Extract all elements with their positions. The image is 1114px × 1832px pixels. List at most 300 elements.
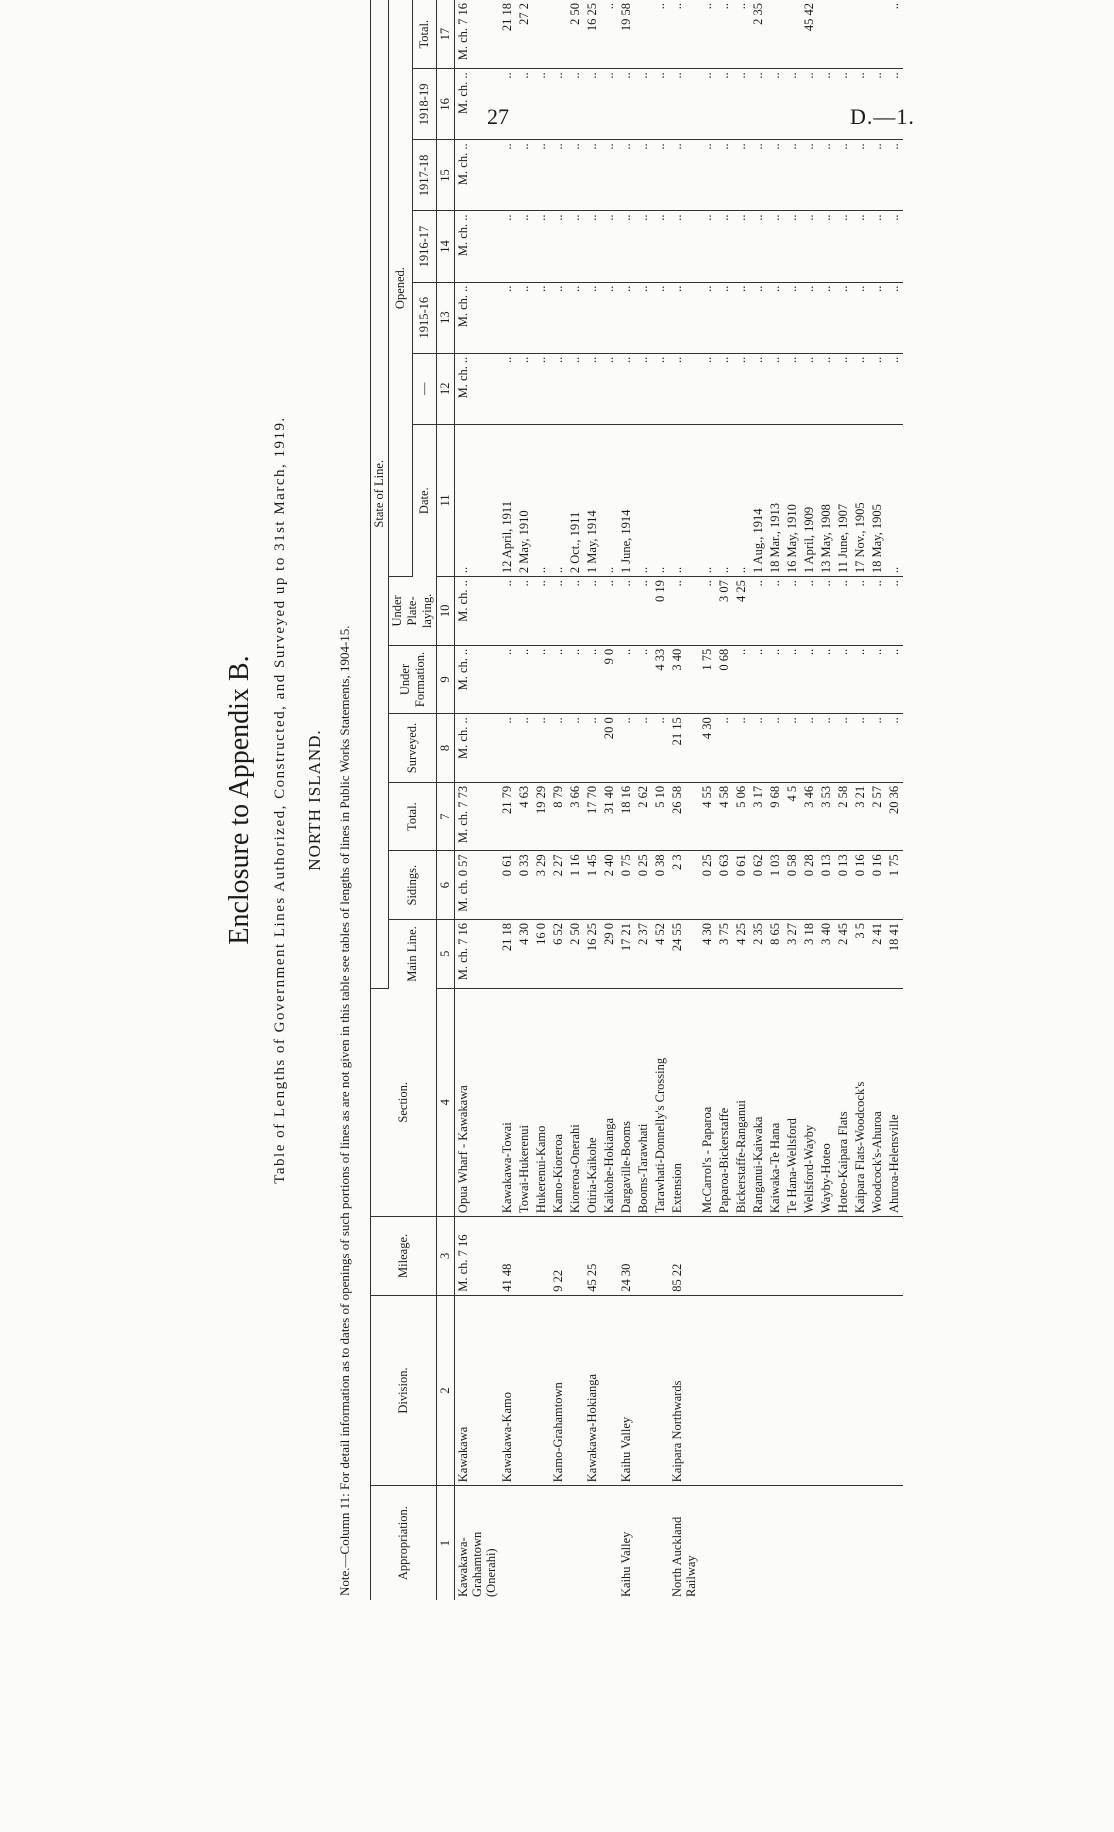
cell-appropriation [601, 1486, 618, 1600]
cell-division [784, 1295, 801, 1485]
cell-opened-1916-17: .. [869, 211, 886, 282]
cell-total: M. ch. 7 73 [455, 782, 500, 851]
header-1917-18: 1917-18 [413, 140, 437, 211]
cell-mileage [801, 1217, 818, 1296]
header-1918-19: 1918-19 [413, 69, 437, 140]
header-section: Section. [371, 988, 437, 1217]
cell-date-opened: 18 May, 1905 [869, 424, 886, 576]
cell-surveyed: M. ch. .. [455, 714, 500, 783]
cell-appropriation [567, 1486, 584, 1600]
cell-main-line: 4 30 [516, 919, 533, 988]
table-row [601, 0, 618, 1600]
cell-surveyed: .. [533, 714, 550, 783]
cell-opened-dash: .. [584, 353, 601, 424]
column-number: 2 [437, 1295, 455, 1485]
cell-under-formation: .. [801, 645, 818, 714]
cell-opened-1916-17: M. ch. .. [455, 211, 500, 282]
cell-surveyed: .. [869, 714, 886, 783]
cell-sidings: 0 75 [618, 851, 635, 920]
cell-opened-total [767, 0, 784, 69]
cell-under-platelaying: M. ch. .. [455, 577, 500, 646]
column-number-row [437, 0, 455, 1600]
cell-opened-1918-19: .. [550, 69, 567, 140]
cell-opened-1915-16: .. [784, 282, 801, 353]
cell-opened-total: 2 35 [750, 0, 767, 69]
cell-opened-1917-18: .. [601, 140, 618, 211]
cell-section: Wellsford-Wayby [801, 988, 818, 1217]
cell-opened-1918-19: .. [733, 69, 750, 140]
cell-under-formation: .. [618, 645, 635, 714]
table-row [869, 0, 886, 1600]
cell-under-platelaying: .. [533, 577, 550, 646]
column-number: 4 [437, 988, 455, 1217]
cell-date-opened: .. [601, 424, 618, 576]
cell-total: 2 57 [869, 782, 886, 851]
cell-sidings: 0 62 [750, 851, 767, 920]
cell-opened-total: .. [652, 0, 669, 69]
cell-main-line: 2 37 [635, 919, 652, 988]
cell-total: 9 68 [767, 782, 784, 851]
cell-opened-1917-18: .. [852, 140, 869, 211]
document-code: D.—1. [850, 104, 915, 129]
cell-opened-1917-18: .. [767, 140, 784, 211]
cell-opened-1916-17: .. [567, 211, 584, 282]
header-surveyed: Surveyed. [389, 714, 437, 783]
cell-appropriation [750, 1486, 767, 1600]
cell-opened-dash: .. [567, 353, 584, 424]
cell-under-formation: .. [499, 645, 516, 714]
cell-date-opened: .. [455, 424, 500, 576]
cell-main-line: 18 41 [886, 919, 903, 988]
table-row [784, 0, 801, 1600]
cell-mileage: 24 30 [618, 1217, 635, 1296]
cell-opened-1915-16: .. [516, 282, 533, 353]
cell-opened-1915-16: .. [635, 282, 652, 353]
column-number: 9 [437, 645, 455, 714]
cell-opened-1917-18: .. [635, 140, 652, 211]
cell-division [852, 1295, 869, 1485]
cell-mileage [652, 1217, 669, 1296]
cell-main-line: 24 55 [669, 919, 699, 988]
cell-opened-1915-16: M. ch. .. [455, 282, 500, 353]
cell-under-formation: .. [767, 645, 784, 714]
cell-under-formation: .. [818, 645, 835, 714]
cell-opened-1915-16: .. [801, 282, 818, 353]
cell-section: Tarawhati-Donnelly's Crossing [652, 988, 669, 1217]
cell-division [801, 1295, 818, 1485]
cell-main-line: 3 18 [801, 919, 818, 988]
cell-mileage [835, 1217, 852, 1296]
column-number: 5 [437, 919, 455, 988]
cell-under-platelaying: .. [801, 577, 818, 646]
cell-sidings: 0 28 [801, 851, 818, 920]
cell-date-opened: 2 Oct., 1911 [567, 424, 584, 576]
cell-section: Kaiwaka-Te Hana [767, 988, 784, 1217]
cell-sidings: 0 25 [635, 851, 652, 920]
cell-date-opened: 2 May, 1910 [516, 424, 533, 576]
cell-total: 4 58 [716, 782, 733, 851]
page-number: 27 [487, 104, 509, 129]
cell-opened-1918-19: .. [835, 69, 852, 140]
cell-opened-1916-17: .. [835, 211, 852, 282]
cell-sidings: 3 29 [533, 851, 550, 920]
cell-division [533, 1295, 550, 1485]
cell-opened-1918-19: .. [699, 69, 716, 140]
cell-appropriation [533, 1486, 550, 1600]
cell-opened-dash: .. [699, 353, 716, 424]
cell-opened-1918-19: .. [869, 69, 886, 140]
cell-opened-1916-17: .. [767, 211, 784, 282]
header-mileage: Mileage. [371, 1217, 437, 1296]
cell-opened-1918-19: .. [886, 69, 903, 140]
cell-main-line: 3 75 [716, 919, 733, 988]
cell-opened-1917-18: .. [533, 140, 550, 211]
header-dash: — [413, 353, 437, 424]
cell-opened-1915-16: .. [601, 282, 618, 353]
cell-total: 3 21 [852, 782, 869, 851]
cell-division: Kawakawa-Hokianga [584, 1295, 601, 1485]
cell-division [652, 1295, 669, 1485]
cell-opened-1915-16: .. [733, 282, 750, 353]
cell-main-line: 16 0 [533, 919, 550, 988]
cell-total: 4 63 [516, 782, 533, 851]
cell-total: 19 29 [533, 782, 550, 851]
cell-opened-1917-18: .. [567, 140, 584, 211]
cell-section: Kioreroa-Onerahi [567, 988, 584, 1217]
cell-division [601, 1295, 618, 1485]
cell-under-formation: .. [567, 645, 584, 714]
table-row [550, 0, 567, 1600]
cell-main-line: 6 52 [550, 919, 567, 988]
cell-opened-dash: .. [750, 353, 767, 424]
cell-opened-1917-18: .. [733, 140, 750, 211]
cell-opened-1917-18: .. [886, 140, 903, 211]
cell-total: 8 79 [550, 782, 567, 851]
cell-opened-1918-19: .. [652, 69, 669, 140]
cell-opened-1916-17: .. [784, 211, 801, 282]
header-under-formation: Under Formation. [389, 645, 437, 714]
cell-under-platelaying: .. [835, 577, 852, 646]
cell-mileage: 41 48 [499, 1217, 516, 1296]
cell-opened-dash: .. [886, 353, 903, 424]
cell-sidings: 1 75 [886, 851, 903, 920]
cell-mileage [699, 1217, 716, 1296]
cell-total: 21 79 [499, 782, 516, 851]
cell-appropriation [516, 1486, 533, 1600]
cell-appropriation [499, 1486, 516, 1600]
cell-mileage [716, 1217, 733, 1296]
cell-date-opened: .. [635, 424, 652, 576]
column-number: 12 [437, 353, 455, 424]
cell-total: 31 40 [601, 782, 618, 851]
cell-total: 2 58 [835, 782, 852, 851]
cell-opened-total: M. ch. 7 16 [455, 0, 500, 69]
cell-main-line: 21 18 [499, 919, 516, 988]
cell-section: Booms-Tarawhati [635, 988, 652, 1217]
table-row [886, 0, 903, 1600]
cell-main-line: 3 27 [784, 919, 801, 988]
cell-section: Te Hana-Wellsford [784, 988, 801, 1217]
cell-opened-1917-18: .. [784, 140, 801, 211]
cell-opened-1916-17: .. [533, 211, 550, 282]
cell-total: 3 46 [801, 782, 818, 851]
cell-division [869, 1295, 886, 1485]
cell-under-formation: .. [750, 645, 767, 714]
cell-opened-1917-18: .. [618, 140, 635, 211]
cell-appropriation [716, 1486, 733, 1600]
cell-date-opened: .. [699, 424, 716, 576]
cell-opened-1917-18: .. [801, 140, 818, 211]
cell-opened-1915-16: .. [699, 282, 716, 353]
cell-date-opened: 13 May, 1908 [818, 424, 835, 576]
cell-division [567, 1295, 584, 1485]
cell-division [835, 1295, 852, 1485]
header-date: Date. [413, 424, 437, 576]
cell-division [886, 1295, 903, 1485]
cell-opened-1918-19: .. [750, 69, 767, 140]
cell-under-platelaying: .. [886, 577, 903, 646]
cell-total: 4 55 [699, 782, 716, 851]
cell-sidings: 0 13 [818, 851, 835, 920]
cell-opened-1918-19: .. [533, 69, 550, 140]
cell-opened-1918-19: .. [767, 69, 784, 140]
column-number: 10 [437, 577, 455, 646]
cell-main-line: 3 40 [818, 919, 835, 988]
table-row [835, 0, 852, 1600]
cell-sidings: 0 61 [733, 851, 750, 920]
cell-opened-1918-19: .. [801, 69, 818, 140]
table-row [852, 0, 869, 1600]
column-number: 14 [437, 211, 455, 282]
cell-opened-1917-18: .. [835, 140, 852, 211]
cell-surveyed: .. [584, 714, 601, 783]
table-row [618, 0, 635, 1600]
cell-main-line: 2 41 [869, 919, 886, 988]
cell-appropriation [852, 1486, 869, 1600]
cell-mileage [818, 1217, 835, 1296]
cell-opened-dash: .. [818, 353, 835, 424]
table-row [818, 0, 835, 1600]
cell-section: Extension [669, 988, 699, 1217]
cell-opened-1917-18: .. [869, 140, 886, 211]
cell-surveyed: 4 30 [699, 714, 716, 783]
cell-opened-dash: .. [601, 353, 618, 424]
cell-total: 5 10 [652, 782, 669, 851]
cell-opened-1917-18: .. [750, 140, 767, 211]
cell-opened-dash: .. [516, 353, 533, 424]
column-number: 1 [437, 1486, 455, 1600]
cell-under-formation: M. ch. .. [455, 645, 500, 714]
cell-opened-dash: .. [550, 353, 567, 424]
cell-main-line: 16 25 [584, 919, 601, 988]
cell-date-opened: 1 May, 1914 [584, 424, 601, 576]
cell-under-formation: .. [784, 645, 801, 714]
cell-surveyed: .. [499, 714, 516, 783]
cell-opened-dash: .. [533, 353, 550, 424]
cell-opened-1918-19: .. [516, 69, 533, 140]
cell-section: Kamo-Kioreroa [550, 988, 567, 1217]
cell-under-platelaying: .. [499, 577, 516, 646]
cell-mileage [635, 1217, 652, 1296]
cell-under-platelaying: .. [784, 577, 801, 646]
column-number: 13 [437, 282, 455, 353]
column-number: 6 [437, 851, 455, 920]
cell-appropriation [835, 1486, 852, 1600]
cell-opened-1916-17: .. [635, 211, 652, 282]
cell-appropriation [767, 1486, 784, 1600]
cell-section: Kawakawa-Towai [499, 988, 516, 1217]
cell-opened-total: 19 58 [618, 0, 635, 69]
cell-opened-1918-19: .. [716, 69, 733, 140]
cell-main-line: M. ch. 7 16 [455, 919, 500, 988]
table-note: Note.—Column 11: For detail information as to dates of openings of such portions of lines as are not given in this table see tables of lengths of lines in Public Works Statements, 1904-15. [337, 625, 352, 1596]
cell-under-formation: .. [886, 645, 903, 714]
cell-opened-1917-18: .. [716, 140, 733, 211]
header-division: Division. [371, 1295, 437, 1485]
cell-under-platelaying: .. [818, 577, 835, 646]
cell-opened-1917-18: .. [818, 140, 835, 211]
cell-sidings: 1 16 [567, 851, 584, 920]
table-row [669, 0, 699, 1600]
cell-under-formation: .. [835, 645, 852, 714]
cell-total: 17 70 [584, 782, 601, 851]
cell-opened-1918-19: .. [499, 69, 516, 140]
cell-under-formation: 0 68 [716, 645, 733, 714]
cell-opened-total [550, 0, 567, 69]
cell-sidings: 0 16 [869, 851, 886, 920]
table-row [733, 0, 750, 1600]
cell-opened-1916-17: .. [652, 211, 669, 282]
cell-sidings: 2 3 [669, 851, 699, 920]
cell-opened-1915-16: .. [886, 282, 903, 353]
cell-opened-1916-17: .. [818, 211, 835, 282]
table-row [652, 0, 669, 1600]
header-under-platelaying: Under Plate-laying. [389, 577, 437, 646]
column-number: 3 [437, 1217, 455, 1296]
cell-surveyed: 20 0 [601, 714, 618, 783]
header-opened: Opened. [389, 0, 413, 577]
cell-opened-dash: .. [852, 353, 869, 424]
cell-opened-1916-17: .. [618, 211, 635, 282]
cell-appropriation [635, 1486, 652, 1600]
cell-opened-dash: .. [767, 353, 784, 424]
cell-mileage [601, 1217, 618, 1296]
cell-section: Bickerstaffe-Ranganui [733, 988, 750, 1217]
header-1916-17: 1916-17 [413, 211, 437, 282]
cell-opened-1915-16: .. [618, 282, 635, 353]
lengths-table [370, 0, 903, 1600]
cell-sidings: 2 27 [550, 851, 567, 920]
cell-sidings: 0 16 [852, 851, 869, 920]
cell-under-formation: .. [533, 645, 550, 714]
cell-appropriation [733, 1486, 750, 1600]
cell-division: Kawakawa-Kamo [499, 1295, 516, 1485]
cell-date-opened: 1 June, 1914 [618, 424, 635, 576]
cell-total: 3 53 [818, 782, 835, 851]
cell-main-line: 4 30 [699, 919, 716, 988]
cell-section: McCarrol's - Paparoa [699, 988, 716, 1217]
cell-mileage [852, 1217, 869, 1296]
cell-division [818, 1295, 835, 1485]
cell-opened-1916-17: .. [716, 211, 733, 282]
cell-opened-1915-16: .. [767, 282, 784, 353]
cell-mileage [516, 1217, 533, 1296]
cell-mileage: 85 22 [669, 1217, 699, 1296]
cell-opened-1916-17: .. [801, 211, 818, 282]
cell-total: 2 62 [635, 782, 652, 851]
cell-division [516, 1295, 533, 1485]
cell-mileage [533, 1217, 550, 1296]
document-title: Enclosure to Appendix B. [224, 655, 255, 945]
cell-opened-1917-18: .. [669, 140, 699, 211]
cell-opened-1918-19: .. [584, 69, 601, 140]
cell-opened-total [869, 0, 886, 69]
cell-surveyed: .. [550, 714, 567, 783]
cell-date-opened: 12 April, 1911 [499, 424, 516, 576]
cell-under-formation: .. [584, 645, 601, 714]
cell-opened-1916-17: .. [584, 211, 601, 282]
cell-opened-total: .. [733, 0, 750, 69]
cell-division [699, 1295, 716, 1485]
cell-date-opened: .. [669, 424, 699, 576]
cell-opened-1918-19: .. [635, 69, 652, 140]
cell-main-line: 3 5 [852, 919, 869, 988]
cell-appropriation [652, 1486, 669, 1600]
cell-sidings: 0 33 [516, 851, 533, 920]
cell-opened-1915-16: .. [567, 282, 584, 353]
cell-opened-total: 16 25 [584, 0, 601, 69]
cell-under-platelaying: 3 07 [716, 577, 733, 646]
cell-section: Kaikohe-Hokianga [601, 988, 618, 1217]
cell-total: 4 5 [784, 782, 801, 851]
cell-mileage [567, 1217, 584, 1296]
cell-surveyed: .. [801, 714, 818, 783]
cell-sidings: 0 63 [716, 851, 733, 920]
cell-opened-dash: .. [635, 353, 652, 424]
cell-sidings: 0 61 [499, 851, 516, 920]
cell-opened-dash: .. [733, 353, 750, 424]
cell-appropriation [801, 1486, 818, 1600]
cell-section: Wayby-Hoteo [818, 988, 835, 1217]
cell-opened-dash: M. ch. .. [455, 353, 500, 424]
header-sidings: Sidings. [389, 851, 437, 920]
cell-surveyed: .. [750, 714, 767, 783]
cell-surveyed: .. [652, 714, 669, 783]
cell-opened-total: 27 2 [516, 0, 533, 69]
cell-date-opened: .. [550, 424, 567, 576]
cell-opened-total: 21 18 [499, 0, 516, 69]
cell-opened-1918-19: .. [818, 69, 835, 140]
cell-mileage: 9 22 [550, 1217, 567, 1296]
cell-surveyed: .. [852, 714, 869, 783]
cell-opened-1918-19: M. ch. .. [455, 69, 500, 140]
table-row [567, 0, 584, 1600]
column-number: 8 [437, 714, 455, 783]
cell-mileage [767, 1217, 784, 1296]
cell-opened-1916-17: .. [733, 211, 750, 282]
cell-under-formation: 1 75 [699, 645, 716, 714]
cell-under-formation: .. [733, 645, 750, 714]
cell-date-opened: 1 April, 1909 [801, 424, 818, 576]
cell-surveyed: .. [618, 714, 635, 783]
cell-under-platelaying: .. [852, 577, 869, 646]
cell-opened-1916-17: .. [499, 211, 516, 282]
cell-appropriation [886, 1486, 903, 1600]
cell-under-formation: 4 33 [652, 645, 669, 714]
column-number: 15 [437, 140, 455, 211]
cell-opened-1915-16: .. [669, 282, 699, 353]
cell-opened-1918-19: .. [852, 69, 869, 140]
